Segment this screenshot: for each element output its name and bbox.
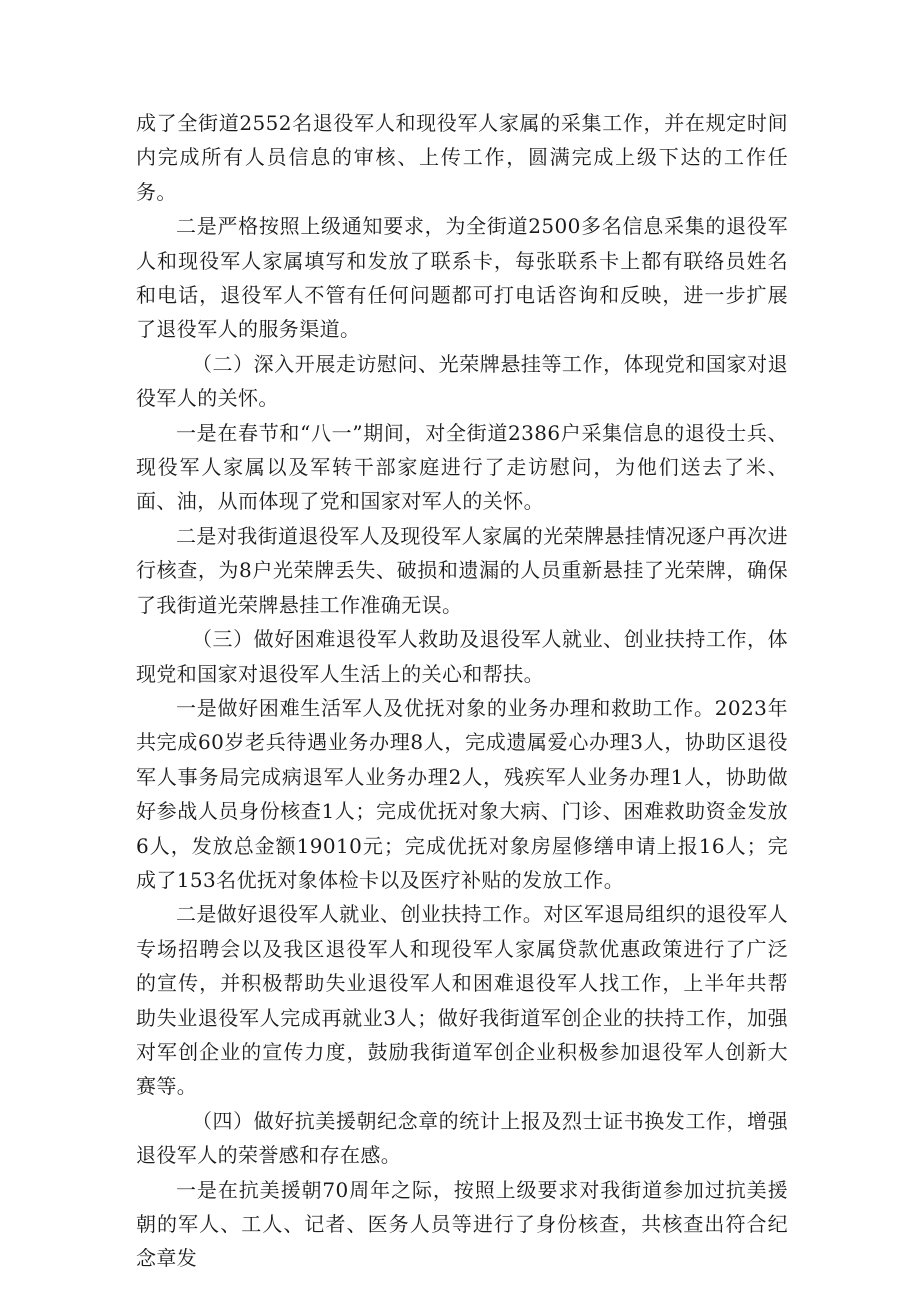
paragraph-visits: 一是在春节和“八一”期间，对全街道2386户采集信息的退役士兵、现役军人家属以及军转干部家庭进行了走访慰问，为他们送去了米、面、油，从而体现了党和国家对军人的关怀。 bbox=[136, 420, 788, 514]
paragraph-contact-card: 二是严格按照上级通知要求，为全街道2500多名信息采集的退役军人和现役军人家属填写和发放了联系卡，每张联系卡上都有联络员姓名和电话，退役军人不管有任何问题都可打电话咨询和反映，进一步扩展了退役军人的服务渠道。 bbox=[136, 214, 788, 342]
document-body bbox=[136, 106, 788, 1276]
section-heading-4: （四）做好抗美援朝纪念章的统计上报及烈士证书换发工作，增强退役军人的荣誉感和存在感。 bbox=[136, 1108, 788, 1168]
section-heading-2: （二）深入开展走访慰问、光荣牌悬挂等工作，体现党和国家对退役军人的关怀。 bbox=[136, 351, 788, 411]
paragraph-commemorative-medal: 一是在抗美援朝70周年之际，按照上级要求对我街道参加过抗美援朝的军人、工人、记者、医务人员等进行了身份核查，共核查出符合纪念章发 bbox=[136, 1177, 788, 1271]
paragraph-continued: 成了全街道2552名退役军人和现役军人家属的采集工作，并在规定时间内完成所有人员信息的审核、上传工作，圆满完成上级下达的工作任务。 bbox=[136, 111, 788, 204]
section-heading-3: （三）做好困难退役军人救助及退役军人就业、创业扶持工作，体现党和国家对退役军人生活上的关心和帮扶。 bbox=[136, 627, 788, 686]
paragraph-honor-plaques: 二是对我街道退役军人及现役军人家属的光荣牌悬挂情况逐户再次进行核查，为8户光荣牌丢失、破损和遗漏的人员重新悬挂了光荣牌，确保了我街道光荣牌悬挂工作准确无误。 bbox=[136, 523, 788, 617]
paragraph-assistance: 一是做好困难生活军人及优抚对象的业务办理和救助工作。2023年共完成60岁老兵待遇业务办理8人，完成遗属爱心办理3人，协助区退役军人事务局完成病退军人业务办理2人，残疾军人业务办理1人，协助做好参战人员身份核查1人；完成优抚对象大病、门诊、困难救助资金发放6人，发放总金额19010元；完成优抚对象房屋修缮申请上报16人；完成了153名优抚对象体检卡以及医疗补贴的发放工作。 bbox=[136, 695, 788, 892]
paragraph-employment: 二是做好退役军人就业、创业扶持工作。对区军退局组织的退役军人专场招聘会以及我区退役军人和现役军人家属贷款优惠政策进行了广泛的宣传，并积极帮助失业退役军人和困难退役军人找工作，上半年共帮助失业退役军人完成再就业3人；做好我街道军创企业的扶持工作，加强对军创企业的宣传力度，鼓励我街道军创企业积极参加退役军人创新大赛等。 bbox=[136, 902, 788, 1099]
